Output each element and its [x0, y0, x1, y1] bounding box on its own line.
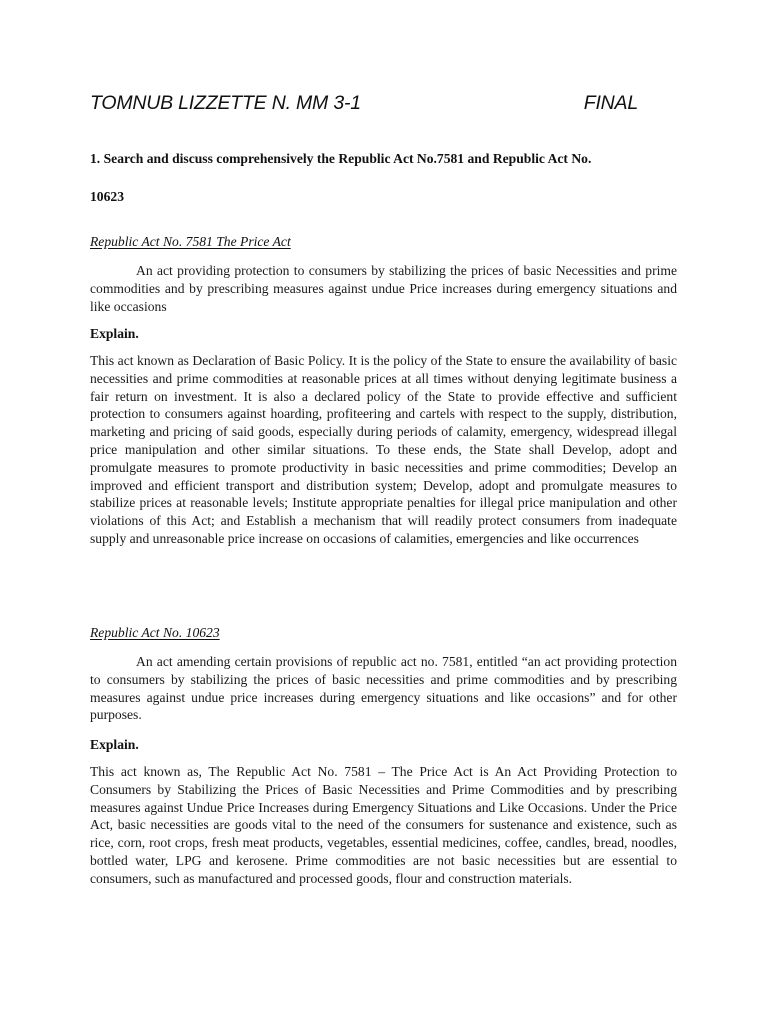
question-line-1: 1. Search and discuss comprehensively the Republic Act No.7581 and Republic Act No.	[90, 151, 592, 166]
student-name: TOMNUB LIZZETTE N. MM 3-1	[90, 92, 367, 114]
section-title-ra-7581: Republic Act No. 7581 The Price Act	[90, 234, 291, 249]
question-line-2: 10623	[90, 189, 124, 204]
document-header	[90, 92, 638, 122]
ra-10623-intro: An act amending certain provisions of republic act no. 7581, entitled “an act providing protection to consumers by stabilizing the prices of basic necessities and prime commodities and by prescribing measures against undue price increases during emergency situations and like occasions” and for other purposes.	[90, 654, 677, 723]
section-title-ra-10623: Republic Act No. 10623	[90, 625, 220, 640]
explain-label-1: Explain.	[90, 326, 139, 341]
ra-7581-intro: An act providing protection to consumers by stabilizing the prices of basic Necessities and prime commodities and by prescribing measures against undue Price increases during emergency situations and like occasions	[90, 263, 677, 314]
ra-10623-explanation: This act known as, The Republic Act No. 7581 – The Price Act is An Act Providing Protection to Consumers by Stabilizing the Prices of Basic Necessities and Prime Commodities and by prescribing measures against Undue Price Increases during Emergency Situations and Like Occasions. Under the Price Act, basic necessities are goods vital to the need of the consumers for sustenance and existence, such as rice, corn, root crops, fresh meat products, vegetables, essential medicines, coffee, candles, bread, noodles, bottled water, LPG and kerosene. Prime commodities are not basic necessities but are essential to consumers, such as manufactured and processed goods, flour and construction materials.	[90, 764, 677, 886]
explain-label-2: Explain.	[90, 737, 139, 752]
exam-label: FINAL	[583, 92, 638, 114]
ra-7581-explanation: This act known as Declaration of Basic Policy. It is the policy of the State to ensure the availability of basic necessities and prime commodities at reasonable prices at all times without denying legitimate business a fair return on investment. It is also a declared policy of the State to provide effective and sufficient protection to consumers against hoarding, profiteering and cartels with respect to the supply, distribution, marketing and pricing of said goods, especially during periods of calamity, emergency, widespread illegal price manipulation and other similar situations. To these ends, the State shall Develop, adopt and promulgate measures to promote productivity in basic necessities and prime commodities; Develop an improved and efficient transport and distribution system; Develop, adopt and promulgate measures to stabilize prices at reasonable levels; Institute appropriate penalties for illegal price manipulation and other violations of this Act; and Establish a mechanism that will readily protect consumers from inadequate supply and unreasonable price increase on occasions of calamities, emergencies and like occurrences	[90, 353, 677, 546]
